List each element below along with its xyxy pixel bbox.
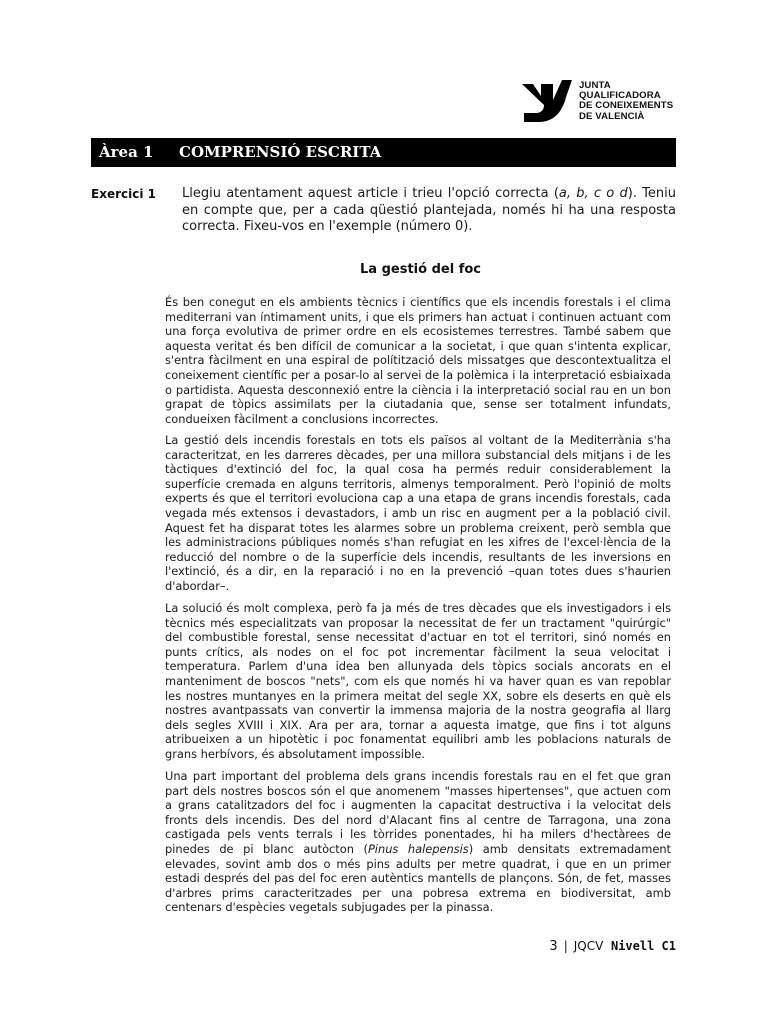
paragraph-text: Una part important del problema dels grans incendis forestals rau en el fet que gran part dels nostres boscos són el que anomenem "masses hipertenses", que actuen com a grans catalitzadors del foc i augmenten la capacitat destructiva i la velocitat dels fronts dels incendis. Des del nord d'Alacant fins al centre de Tarragona, una zona castigada pels vents terrals i les tòrrides ponentades, hi ha milers d'hectàrees de pinedes de pi blanc autòcton (	[165, 769, 671, 856]
article-paragraph-3: La solució és molt complexa, però fa ja més de tres dècades que els investigadors i els tècnics més especialitzats van proposar la necessitat de fer un tractament "quirúrgic" del combustible forestal, sense necessitat d'actuar en tot el territori, sinó només en punts crítics, als nodes on el foc pot incrementar fàcilment la seua velocitat i temperatura. Parlem d'una idea ben allunyada dels tòpics socials ancorats en el manteniment de boscos "nets", com els que només hi va haver quan es van repoblar les nostres muntanyes en la primera meitat del segle XX, sobre els deserts en què els nostres avantpassats van convertir la immensa majoria de la nostra geografia al llarg dels segles XVIII i XIX. Ara per ara, tornar a aquesta imatge, que fins i tot alguns atribueixen a un hipotètic i poc fonamentat equilibri amb les poblacions naturals de grans herbívors, és absolutament impossible.	[165, 601, 671, 761]
logo-line: QUALIFICADORA	[579, 90, 661, 102]
jqcv-logo	[522, 80, 682, 124]
exercise-label: Exercici 1	[91, 187, 156, 201]
article-paragraph-4	[165, 769, 671, 915]
footer-separator: |	[563, 939, 568, 953]
page-number: 3	[549, 939, 558, 954]
logo-wordmark	[579, 81, 673, 122]
instruction-text: ). Teniu en compte que, per a cada qüestió plantejada, només hi ha una resposta correcta. Fixeu-vos en l'exemple (número 0).	[182, 186, 676, 234]
section-header-bar	[91, 138, 676, 167]
article-paragraph-2: La gestió dels incendis forestals en tots els països al voltant de la Mediterrània s'ha caracteritzat, en les darreres dècades, per una millora substancial dels mitjans i de les tàctiques d'extinció del foc, la qual cosa ha permés reduir considerablement la superfície cremada en alguns territoris, almenys temporalment. Però l'opinió de molts experts és que el territori evoluciona cap a una etapa de grans incendis forestals, cada vegada més extensos i devastadors, i amb un risc en augment per a la població civil. Aquest fet ha disparat totes les alarmes sobre un problema creixent, però sembla que les administracions públiques només s'han refugiat en les xifres de l'excel·lència de la reducció del nombre o de la superfície dels incendis, resultants de les inversions en l'extinció, és a dir, en la reparació i no en la prevenció –quan totes dues s'haurien d'abordar–.	[165, 433, 671, 593]
logo-line: DE VALENCIÀ	[579, 110, 645, 122]
logo-line: DE CONEIXEMENTS	[579, 100, 674, 112]
instruction-options: a, b, c o d	[558, 186, 628, 201]
area-title: COMPRENSIÓ ESCRITA	[179, 143, 382, 161]
logo-line: JUNTA	[579, 80, 611, 91]
jqcv-logo-mark-icon	[522, 80, 572, 122]
area-number: Àrea 1	[99, 143, 154, 161]
footer-level: Nivell C1	[610, 939, 676, 953]
article-paragraph-1: És ben conegut en els ambients tècnics i científics que els incendis forestals i el clima mediterrani van íntimament units, i que els primers han actuat i continuen actuant com una força evolutiva de primer ordre en els ecosistemes terrestres. També sabem que aquesta veritat és ben difícil de comunicar a la societat, i que quan s'intenta explicar, s'entra fàcilment en una espiral de polítització dels missatges que descontextualitza el coneixement científic per a posar-lo al servei de la polèmica i la interpretació esbiaixada o partidista. Aquesta desconnexió entre la ciència i la interpretació social rau en un bon grapat de tòpics assimilats per la ciutadania que, sense ser totalment infundats, condueixen fàcilment a conclusions incorrectes.	[165, 295, 671, 426]
species-name: Pinus halepensis	[367, 841, 469, 856]
article-title: La gestió del foc	[360, 262, 481, 277]
exercise-instruction	[182, 186, 676, 236]
footer-org: JQCV	[573, 939, 604, 953]
page-footer	[480, 939, 676, 954]
paragraph-text: ) amb densitats extremadament elevades, sovint amb dos o més pins adults per metre quadrat, i que en un primer estadi després del pas del foc eren autèntics mantells de plançons. Són, de fet, masses d'arbres prims caracteritzades per una pobresa extrema en biodiversitat, amb centenars d'espècies vegetals subjugades per la pinassa.	[165, 841, 672, 915]
instruction-text: Llegiu atentament aquest article i trieu l'opció correcta (	[182, 186, 559, 201]
